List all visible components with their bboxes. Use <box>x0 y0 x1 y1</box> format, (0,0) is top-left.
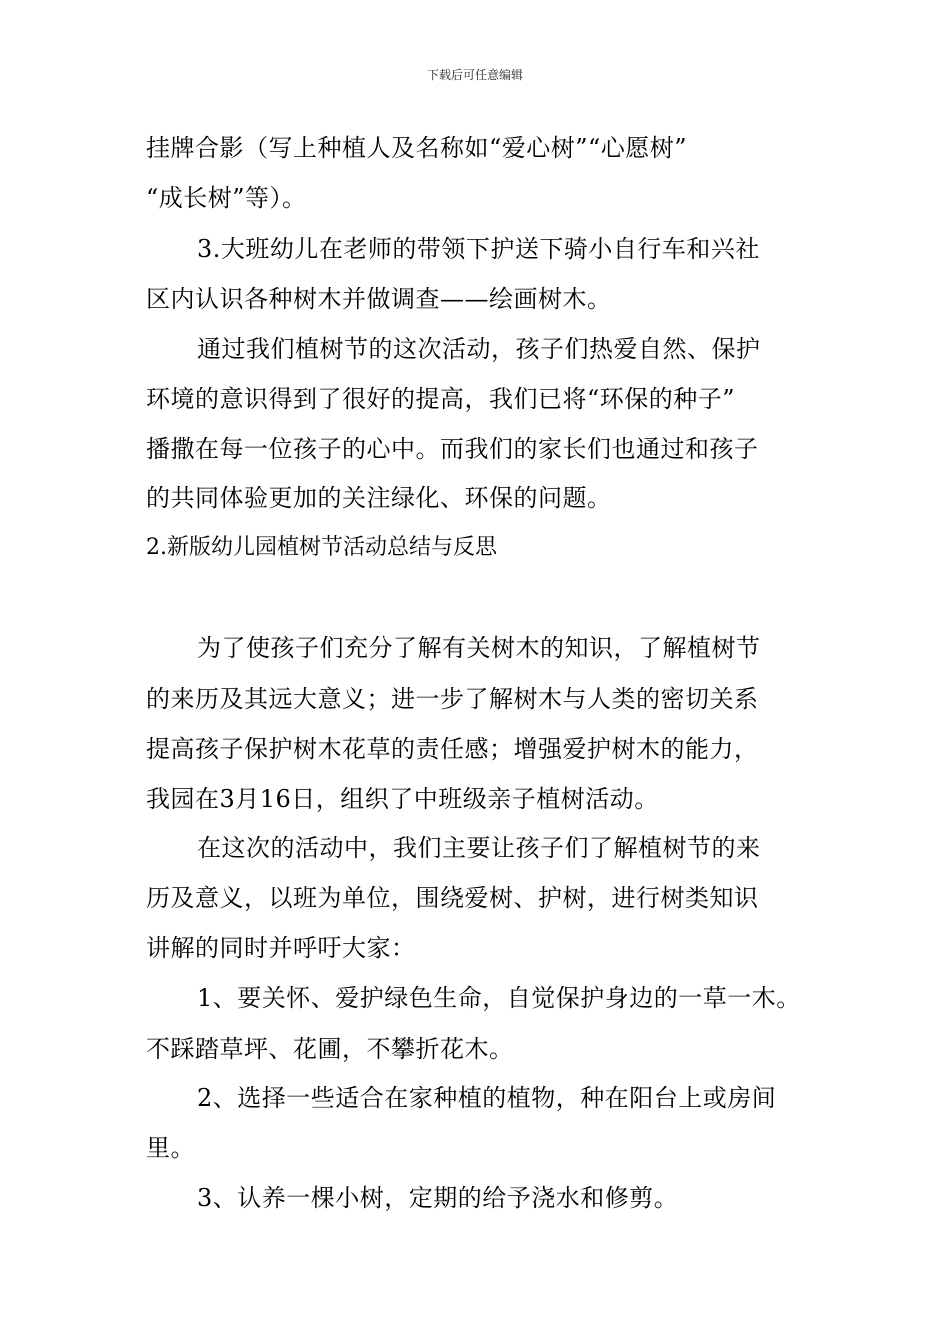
text-line: 提高孩子保护树木花草的责任感；增强爱护树木的能力， <box>146 735 759 763</box>
text-line: 里。 <box>146 1134 195 1162</box>
text-line: 历及意义，以班为单位，围绕爱树、护树，进行树类知识 <box>146 884 759 912</box>
text-line: 1、要关怀、爱护绿色生命，自觉保护身边的一草一木。 <box>197 984 801 1012</box>
text-line: 挂牌合影（写上种植人及名称如“爱心树”“心愿树” <box>146 134 688 162</box>
text-line: 环境的意识得到了很好的提高，我们已将“环保的种子” <box>146 385 736 413</box>
text-line: 的共同体验更加的关注绿化、环保的问题。 <box>146 484 612 512</box>
text-line: 的来历及其远大意义；进一步了解树木与人类的密切关系 <box>146 685 759 713</box>
text-line: 通过我们植树节的这次活动，孩子们热爱自然、保护 <box>197 335 761 363</box>
text-line: 播撒在每一位孩子的心中。而我们的家长们也通过和孩子 <box>146 435 759 463</box>
text-line: “成长树”等）。 <box>146 184 307 212</box>
text-line: 区内认识各种树木并做调查——绘画树木。 <box>146 285 612 313</box>
text-line: 3.大班幼儿在老师的带领下护送下骑小自行车和兴社 <box>197 235 760 263</box>
text-line: 我园在3月16日，组织了中班级亲子植树活动。 <box>146 785 659 813</box>
text-line: 为了使孩子们充分了解有关树木的知识，了解植树节 <box>197 634 761 662</box>
page-header: 下载后可任意编辑 <box>426 68 523 82</box>
text-line: 3、认养一棵小树，定期的给予浇水和修剪。 <box>197 1184 679 1212</box>
text-line: 讲解的同时并呼吁大家： <box>146 934 416 962</box>
text-line: 不踩踏草坪、花圃，不攀折花木。 <box>146 1035 514 1063</box>
section-heading: 2.新版幼儿园植树节活动总结与反思 <box>146 535 497 560</box>
text-line: 在这次的活动中，我们主要让孩子们了解植树节的来 <box>197 834 761 862</box>
text-line: 2、选择一些适合在家种植的植物，种在阳台上或房间 <box>197 1084 777 1112</box>
